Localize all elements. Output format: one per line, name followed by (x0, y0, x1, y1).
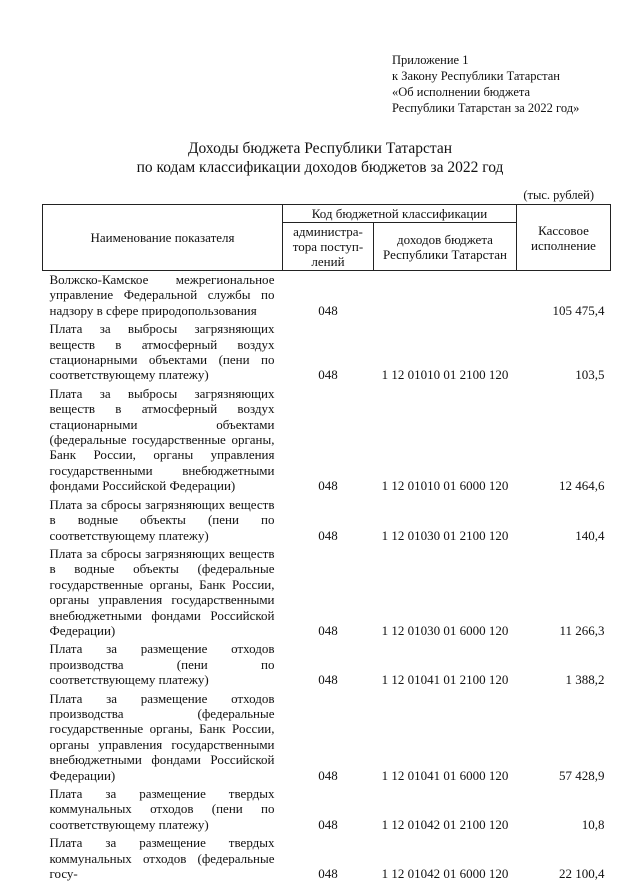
table-body (43, 271, 611, 883)
table-row (43, 496, 611, 545)
row-amount-cell: 12 464,6 (517, 385, 611, 496)
table-row (43, 385, 611, 496)
document-title (0, 139, 640, 177)
row-admin-code-cell: 048 (283, 271, 374, 321)
row-admin-code-cell: 048 (283, 320, 374, 385)
row-revenue-code-cell (374, 271, 517, 321)
row-name-cell: Плата за выбросы загрязняющих веществ в атмосферный воздух стационарными объектами (федеральные государственные органы, Банк России, органы управления государственными внебюджетными фондами Российской Федерации) (43, 385, 283, 496)
table-row (43, 271, 611, 321)
appendix-note (392, 52, 579, 116)
appendix-line: Приложение 1 (392, 52, 579, 68)
revenue-table (42, 204, 611, 883)
row-amount-cell: 105 475,4 (517, 271, 611, 321)
row-amount-cell: 10,8 (517, 785, 611, 834)
appendix-line: «Об исполнении бюджета (392, 84, 579, 100)
row-name-cell: Плата за размещение отходов производства (федеральные государственные органы, Банк России, органы управления государственными внебюджетными фондами Российской Федерации) (43, 690, 283, 785)
title-line-1: Доходы бюджета Республики Татарстан (0, 139, 640, 158)
row-admin-code-cell: 048 (283, 496, 374, 545)
units-label: (тыс. рублей) (523, 188, 594, 203)
row-name-cell: Плата за размещение твердых коммунальных отходов (федеральные госу- (43, 834, 283, 883)
row-amount-cell: 1 388,2 (517, 640, 611, 689)
row-revenue-code-cell: 1 12 01041 01 2100 120 (374, 640, 517, 689)
table-row (43, 785, 611, 834)
row-name-cell: Плата за размещение твердых коммунальных отходов (пени по соответствующему платежу) (43, 785, 283, 834)
row-admin-code-cell: 048 (283, 385, 374, 496)
row-admin-code-cell: 048 (283, 545, 374, 640)
table-row (43, 320, 611, 385)
row-admin-code-cell: 048 (283, 834, 374, 883)
table-header (43, 205, 611, 271)
row-name-cell: Волжско-Камское межрегиональное управление Федеральной службы по надзору в сфере природопользования (43, 271, 283, 321)
row-name-cell: Плата за выбросы загрязняющих веществ в атмосферный воздух стационарными объектами (пени по соответствующему платежу) (43, 320, 283, 385)
row-admin-code-cell: 048 (283, 690, 374, 785)
header-admin: администра-тора поступ-лений (283, 223, 374, 271)
appendix-line: Республики Татарстан за 2022 год» (392, 100, 579, 116)
row-admin-code-cell: 048 (283, 785, 374, 834)
row-admin-code-cell: 048 (283, 640, 374, 689)
row-revenue-code-cell: 1 12 01010 01 6000 120 (374, 385, 517, 496)
header-amount: Кассовое исполнение (517, 205, 611, 271)
row-revenue-code-cell: 1 12 01042 01 6000 120 (374, 834, 517, 883)
row-amount-cell: 11 266,3 (517, 545, 611, 640)
header-code-group: Код бюджетной классификации (283, 205, 517, 223)
row-revenue-code-cell: 1 12 01010 01 2100 120 (374, 320, 517, 385)
row-amount-cell: 140,4 (517, 496, 611, 545)
row-revenue-code-cell: 1 12 01030 01 2100 120 (374, 496, 517, 545)
appendix-line: к Закону Республики Татарстан (392, 68, 579, 84)
row-revenue-code-cell: 1 12 01041 01 6000 120 (374, 690, 517, 785)
row-name-cell: Плата за размещение отходов производства (пени по соответствующему платежу) (43, 640, 283, 689)
header-revenue-code: доходов бюджета Республики Татарстан (374, 223, 517, 271)
row-name-cell: Плата за сбросы загрязняющих веществ в водные объекты (пени по соответствующему платежу) (43, 496, 283, 545)
row-revenue-code-cell: 1 12 01042 01 2100 120 (374, 785, 517, 834)
row-amount-cell: 103,5 (517, 320, 611, 385)
table-row (43, 690, 611, 785)
row-amount-cell: 22 100,4 (517, 834, 611, 883)
table-row (43, 640, 611, 689)
row-revenue-code-cell: 1 12 01030 01 6000 120 (374, 545, 517, 640)
row-amount-cell: 57 428,9 (517, 690, 611, 785)
table-row (43, 545, 611, 640)
title-line-2: по кодам классификации доходов бюджетов за 2022 год (0, 158, 640, 177)
row-name-cell: Плата за сбросы загрязняющих веществ в водные объекты (федеральные государственные органы, Банк России, органы управления государственными внебюджетными фондами Российской Федерации) (43, 545, 283, 640)
header-name: Наименование показателя (43, 205, 283, 271)
